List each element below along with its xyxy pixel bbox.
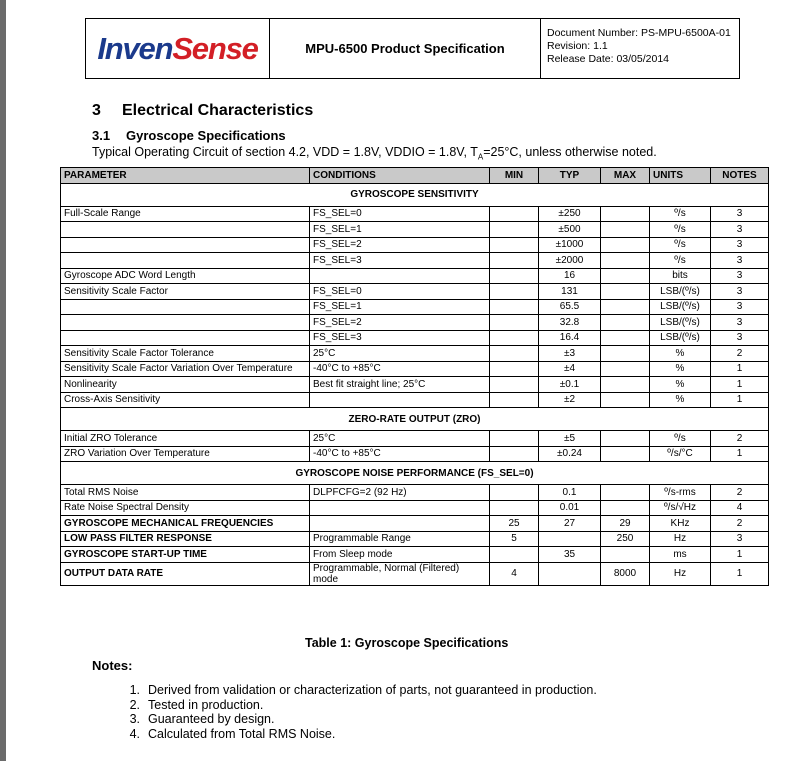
units-cell: Hz <box>650 562 711 585</box>
param-cell <box>61 237 310 253</box>
conditions-cell: FS_SEL=3 <box>310 253 490 269</box>
min-cell <box>490 315 539 331</box>
min-cell <box>490 206 539 222</box>
typ-cell: ±4 <box>539 361 601 377</box>
conditions-cell: -40°C to +85°C <box>310 361 490 377</box>
conditions-cell <box>310 516 490 532</box>
note-text: Derived from validation or characterization of parts, not guaranteed in production. <box>148 683 597 697</box>
typ-cell: 0.1 <box>539 485 601 501</box>
max-cell: 29 <box>601 516 650 532</box>
doc-number: Document Number: PS-MPU-6500A-01 <box>547 27 731 39</box>
notes-cell: 1 <box>711 361 769 377</box>
units-cell: º/s <box>650 431 711 447</box>
units-cell: LSB/(º/s) <box>650 299 711 315</box>
min-cell <box>490 330 539 346</box>
table-row <box>61 562 769 585</box>
max-cell <box>601 237 650 253</box>
document-meta <box>541 19 739 78</box>
table-row <box>61 284 769 300</box>
param-cell: Initial ZRO Tolerance <box>61 431 310 447</box>
col-header: CONDITIONS <box>310 168 490 184</box>
typ-cell: ±1000 <box>539 237 601 253</box>
typ-cell: 16 <box>539 268 601 284</box>
note-text: Tested in production. <box>148 697 264 712</box>
notes-cell: 3 <box>711 330 769 346</box>
group-title: GYROSCOPE SENSITIVITY <box>61 183 769 206</box>
typ-cell: 32.8 <box>539 315 601 331</box>
notes-cell: 1 <box>711 562 769 585</box>
param-cell: Sensitivity Scale Factor Variation Over Temperature <box>61 361 310 377</box>
max-cell <box>601 392 650 408</box>
note-number: 3. <box>129 712 140 726</box>
param-cell: Rate Noise Spectral Density <box>61 500 310 516</box>
max-cell <box>601 206 650 222</box>
note-number: 2. <box>129 697 140 712</box>
param-cell: OUTPUT DATA RATE <box>61 562 310 585</box>
note-number: 4. <box>129 726 140 741</box>
typ-cell: ±500 <box>539 222 601 238</box>
group-title: GYROSCOPE NOISE PERFORMANCE (FS_SEL=0) <box>61 462 769 485</box>
note-number: 1. <box>129 683 140 697</box>
max-cell: 8000 <box>601 562 650 585</box>
typ-cell: 16.4 <box>539 330 601 346</box>
notes-cell: 2 <box>711 485 769 501</box>
col-header: TYP <box>539 168 601 184</box>
release-date: Release Date: 03/05/2014 <box>547 53 670 65</box>
conditions-cell <box>310 500 490 516</box>
param-cell <box>61 330 310 346</box>
min-cell <box>490 377 539 393</box>
conditions-cell: Programmable Range <box>310 531 490 547</box>
min-cell <box>490 485 539 501</box>
conditions-cell: 25°C <box>310 431 490 447</box>
units-cell: º/s <box>650 222 711 238</box>
left-edge-bar <box>0 0 6 761</box>
table-row <box>61 516 769 532</box>
param-cell: Total RMS Noise <box>61 485 310 501</box>
typ-cell: ±3 <box>539 346 601 362</box>
table-row <box>61 268 769 284</box>
units-cell: % <box>650 361 711 377</box>
note-item <box>92 698 597 713</box>
table-caption: Table 1: Gyroscope Specifications <box>305 636 509 650</box>
notes-cell: 2 <box>711 516 769 532</box>
units-cell: KHz <box>650 516 711 532</box>
table-row <box>61 330 769 346</box>
units-cell: º/s <box>650 206 711 222</box>
max-cell <box>601 547 650 563</box>
param-cell: ZRO Variation Over Temperature <box>61 446 310 462</box>
notes-cell: 3 <box>711 284 769 300</box>
max-cell: 250 <box>601 531 650 547</box>
revision: Revision: 1.1 <box>547 40 608 52</box>
table-row <box>61 237 769 253</box>
param-cell: Nonlinearity <box>61 377 310 393</box>
conditions-cell: 25°C <box>310 346 490 362</box>
notes-cell: 1 <box>711 547 769 563</box>
min-cell <box>490 268 539 284</box>
notes-list <box>92 683 597 741</box>
conditions-cell: DLPFCFG=2 (92 Hz) <box>310 485 490 501</box>
company-logo <box>86 19 270 78</box>
max-cell <box>601 346 650 362</box>
min-cell <box>490 431 539 447</box>
notes-cell: 4 <box>711 500 769 516</box>
conditions-cell: FS_SEL=2 <box>310 237 490 253</box>
conditions-cell: FS_SEL=2 <box>310 315 490 331</box>
typ-cell: 27 <box>539 516 601 532</box>
max-cell <box>601 330 650 346</box>
table-row <box>61 547 769 563</box>
units-cell: º/s-rms <box>650 485 711 501</box>
notes-cell: 1 <box>711 446 769 462</box>
col-header: UNITS <box>650 168 711 184</box>
table-row <box>61 253 769 269</box>
param-cell: Full-Scale Range <box>61 206 310 222</box>
note-text: Calculated from Total RMS Noise. <box>148 726 336 741</box>
document-header <box>85 18 740 79</box>
typ-cell: ±0.24 <box>539 446 601 462</box>
conditions-cell: From Sleep mode <box>310 547 490 563</box>
notes-cell: 3 <box>711 253 769 269</box>
notes-cell: 3 <box>711 531 769 547</box>
notes-cell: 3 <box>711 268 769 284</box>
min-cell <box>490 446 539 462</box>
typ-cell <box>539 531 601 547</box>
table-row <box>61 431 769 447</box>
notes-cell: 3 <box>711 222 769 238</box>
units-cell: LSB/(º/s) <box>650 284 711 300</box>
min-cell <box>490 500 539 516</box>
param-cell <box>61 299 310 315</box>
param-cell: GYROSCOPE START-UP TIME <box>61 547 310 563</box>
typ-cell: ±250 <box>539 206 601 222</box>
units-cell: LSB/(º/s) <box>650 315 711 331</box>
table-row <box>61 346 769 362</box>
typ-cell: ±2 <box>539 392 601 408</box>
logo-text-sense: Sense <box>172 30 258 66</box>
min-cell: 5 <box>490 531 539 547</box>
min-cell: 25 <box>490 516 539 532</box>
intro-text <box>92 145 657 162</box>
units-cell: ms <box>650 547 711 563</box>
gyroscope-spec-table <box>60 167 769 586</box>
notes-cell: 3 <box>711 299 769 315</box>
conditions-cell: FS_SEL=1 <box>310 299 490 315</box>
min-cell <box>490 222 539 238</box>
max-cell <box>601 222 650 238</box>
typ-cell: 65.5 <box>539 299 601 315</box>
min-cell <box>490 392 539 408</box>
units-cell: LSB/(º/s) <box>650 330 711 346</box>
notes-cell: 1 <box>711 392 769 408</box>
section-heading <box>92 102 313 120</box>
table-row <box>61 315 769 331</box>
note-item <box>92 683 597 698</box>
typ-cell: ±5 <box>539 431 601 447</box>
min-cell <box>490 547 539 563</box>
min-cell <box>490 299 539 315</box>
notes-title: Notes: <box>92 658 133 673</box>
conditions-cell <box>310 268 490 284</box>
table-row <box>61 361 769 377</box>
min-cell <box>490 346 539 362</box>
max-cell <box>601 299 650 315</box>
typ-cell: 131 <box>539 284 601 300</box>
intro-post: =25°C, unless otherwise noted. <box>483 145 657 159</box>
table-row <box>61 500 769 516</box>
conditions-cell: FS_SEL=3 <box>310 330 490 346</box>
table-group-row <box>61 408 769 431</box>
max-cell <box>601 500 650 516</box>
min-cell <box>490 237 539 253</box>
units-cell: º/s <box>650 253 711 269</box>
notes-cell: 2 <box>711 346 769 362</box>
typ-cell: ±2000 <box>539 253 601 269</box>
param-cell: Sensitivity Scale Factor Tolerance <box>61 346 310 362</box>
min-cell: 4 <box>490 562 539 585</box>
conditions-cell: FS_SEL=1 <box>310 222 490 238</box>
max-cell <box>601 431 650 447</box>
max-cell <box>601 377 650 393</box>
units-cell: % <box>650 392 711 408</box>
notes-cell: 3 <box>711 237 769 253</box>
document-title: MPU-6500 Product Specification <box>270 19 541 78</box>
col-header: MAX <box>601 168 650 184</box>
notes-cell: 3 <box>711 206 769 222</box>
min-cell <box>490 284 539 300</box>
table-row <box>61 206 769 222</box>
conditions-cell: -40°C to +85°C <box>310 446 490 462</box>
notes-cell: 2 <box>711 431 769 447</box>
note-item <box>92 712 597 727</box>
param-cell: Sensitivity Scale Factor <box>61 284 310 300</box>
min-cell <box>490 361 539 377</box>
table-row <box>61 446 769 462</box>
col-header: PARAMETER <box>61 168 310 184</box>
col-header: NOTES <box>711 168 769 184</box>
max-cell <box>601 268 650 284</box>
logo-text-inven: Inven <box>97 30 173 66</box>
subsection-heading <box>92 128 286 143</box>
conditions-cell: Best fit straight line; 25°C <box>310 377 490 393</box>
typ-cell: 0.01 <box>539 500 601 516</box>
conditions-cell: Programmable, Normal (Filtered) mode <box>310 562 490 585</box>
section-title: Electrical Characteristics <box>122 102 314 119</box>
param-cell: LOW PASS FILTER RESPONSE <box>61 531 310 547</box>
max-cell <box>601 446 650 462</box>
table-header-row <box>61 168 769 184</box>
param-cell: Cross-Axis Sensitivity <box>61 392 310 408</box>
note-item <box>92 727 597 742</box>
units-cell: bits <box>650 268 711 284</box>
note-text: Guaranteed by design. <box>148 712 275 726</box>
units-cell: % <box>650 377 711 393</box>
max-cell <box>601 485 650 501</box>
notes-cell: 1 <box>711 377 769 393</box>
table-row <box>61 299 769 315</box>
typ-cell: 35 <box>539 547 601 563</box>
units-cell: º/s <box>650 237 711 253</box>
subsection-number: 3.1 <box>92 128 111 143</box>
units-cell: º/s/°C <box>650 446 711 462</box>
min-cell <box>490 253 539 269</box>
group-title: ZERO-RATE OUTPUT (ZRO) <box>61 408 769 431</box>
conditions-cell <box>310 392 490 408</box>
units-cell: Hz <box>650 531 711 547</box>
table-row <box>61 377 769 393</box>
max-cell <box>601 315 650 331</box>
param-cell <box>61 253 310 269</box>
param-cell: Gyroscope ADC Word Length <box>61 268 310 284</box>
param-cell <box>61 315 310 331</box>
typ-cell: ±0.1 <box>539 377 601 393</box>
param-cell <box>61 222 310 238</box>
max-cell <box>601 253 650 269</box>
table-group-row <box>61 462 769 485</box>
param-cell: GYROSCOPE MECHANICAL FREQUENCIES <box>61 516 310 532</box>
section-number: 3 <box>92 102 101 119</box>
col-header: MIN <box>490 168 539 184</box>
table-row <box>61 222 769 238</box>
typ-cell <box>539 562 601 585</box>
table-row <box>61 392 769 408</box>
intro-pre: Typical Operating Circuit of section 4.2, VDD = 1.8V, VDDIO = 1.8V, T <box>92 145 478 159</box>
units-cell: % <box>650 346 711 362</box>
conditions-cell: FS_SEL=0 <box>310 206 490 222</box>
max-cell <box>601 284 650 300</box>
units-cell: º/s/√Hz <box>650 500 711 516</box>
table-group-row <box>61 183 769 206</box>
conditions-cell: FS_SEL=0 <box>310 284 490 300</box>
subsection-title: Gyroscope Specifications <box>126 128 286 143</box>
notes-cell: 3 <box>711 315 769 331</box>
intro-sub: A <box>477 152 484 162</box>
max-cell <box>601 361 650 377</box>
table-row <box>61 531 769 547</box>
table-row <box>61 485 769 501</box>
